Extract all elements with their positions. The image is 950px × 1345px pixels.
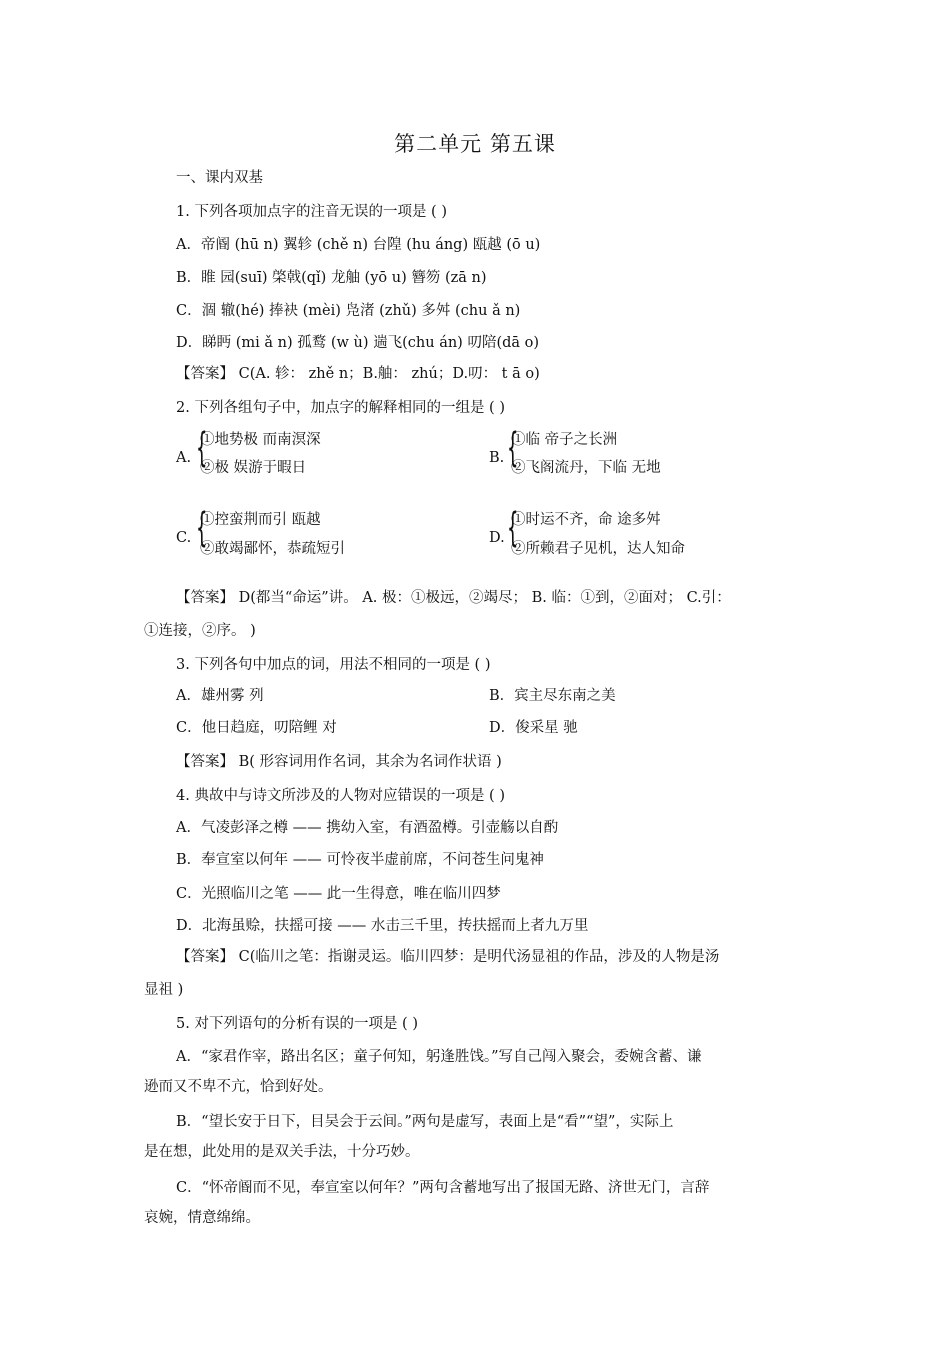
q1-stem: 1. 下列各项加点字的注音无误的一项是 ( ) [176, 204, 447, 220]
q2-option-a-line1: ①地势极 而南溟深 [200, 432, 321, 448]
q2-stem: 2. 下列各组句子中，加点字的解释相同的一组是 ( ) [176, 400, 505, 416]
q4-option-a: A．气凌彭泽之樽 —— 携幼入室，有酒盈樽。引壶觞以自酌 [176, 820, 559, 836]
q2-option-d-line1: ①时运不齐，命 途多舛 [511, 512, 661, 528]
q5-option-a-line2: 逊而又不卑不亢，恰到好处。 [144, 1079, 333, 1095]
q2-answer-line1: 【答案】 D(都当“命运”讲。 A. 极：①极远，②竭尽； B. 临：①到，②面对； C.引： [176, 590, 731, 606]
q2-option-c-label: C. [176, 530, 192, 546]
q2-answer-line2: ①连接，②序。 ) [144, 623, 256, 639]
brace-icon: { [507, 505, 519, 551]
page-title: 第二单元 第五课 [394, 132, 556, 156]
q5-option-c-line1: C．“怀帝阍而不见，奉宣室以何年？”两句含蓄地写出了报国无路、济世无门，言辞 [176, 1180, 710, 1196]
q1-option-d: D．睇眄 (mi ǎ n) 孤鹜 (w ù) 遄飞(chu án) 叨陪(dā o) [176, 335, 540, 351]
brace-icon: { [196, 425, 208, 471]
brace-icon: { [196, 505, 208, 551]
q1-option-c: C．涸 辙(hé) 捧袂 (mèi) 凫渚 (zhǔ) 多舛 (chu ǎ n) [176, 303, 521, 319]
q1-answer: 【答案】 C(A. 轸： zhě n；B.舳： zhú；D.叨： t ā o) [176, 366, 540, 382]
q1-option-b: B．睢 园(suī) 棨戟(qǐ) 龙舳 (yō u) 簪笏 (zā n) [176, 270, 487, 286]
q4-answer-line1: 【答案】 C(临川之笔：指谢灵运。临川四梦：是明代汤显祖的作品，涉及的人物是汤 [176, 949, 720, 965]
q3-option-a: A．雄州雾 列 [176, 688, 264, 704]
q2-option-c-line1: ①控蛮荆而引 瓯越 [200, 512, 321, 528]
section-heading: 一、课内双基 [176, 170, 263, 186]
q3-answer: 【答案】 B( 形容词用作名词，其余为名词作状语 ) [176, 754, 502, 770]
q5-option-a-line1: A．“家君作宰，路出名区；童子何知，躬逢胜饯。”写自己闯入聚会，委婉含蓄、谦 [176, 1049, 702, 1065]
q2-option-b-line2: ②飞阁流丹，下临 无地 [511, 460, 661, 476]
q5-option-c-line2: 哀婉，情意绵绵。 [144, 1210, 260, 1226]
q5-option-b-line2: 是在想，此处用的是双关手法，十分巧妙。 [144, 1144, 420, 1160]
q4-option-d: D．北海虽赊，扶摇可接 —— 水击三千里，抟扶摇而上者九万里 [176, 918, 589, 934]
q3-option-c: C．他日趋庭，叨陪鲤 对 [176, 720, 337, 736]
q4-answer-line2: 显祖 ) [144, 982, 184, 998]
q2-option-b-label: B. [489, 450, 505, 466]
q5-stem: 5. 对下列语句的分析有误的一项是 ( ) [176, 1016, 418, 1032]
q4-stem: 4. 典故中与诗文所涉及的人物对应错误的一项是 ( ) [176, 788, 505, 804]
q2-option-c-line2: ②敢竭鄙怀，恭疏短引 [200, 541, 345, 557]
q2-option-b-line1: ①临 帝子之长洲 [511, 432, 618, 448]
q2-option-a-label: A. [176, 450, 192, 466]
q2-option-a-line2: ②极 娱游于暇日 [200, 460, 307, 476]
q3-stem: 3. 下列各句中加点的词，用法不相同的一项是 ( ) [176, 657, 491, 673]
q3-option-b: B．宾主尽东南之美 [489, 688, 616, 704]
brace-icon: { [507, 425, 519, 471]
q4-option-b: B．奉宣室以何年 —— 可怜夜半虚前席，不问苍生问鬼神 [176, 852, 544, 868]
q5-option-b-line1: B．“望长安于日下，目吴会于云间。”两句是虚写，表面上是“看”“望”，实际上 [176, 1114, 674, 1130]
q3-option-d: D．俊采星 驰 [489, 720, 578, 736]
q1-option-a: A．帝阍 (hū n) 翼轸 (chě n) 台隍 (hu áng) 瓯越 (ō u) [176, 237, 541, 253]
q2-option-d-label: D. [489, 530, 505, 546]
q4-option-c: C．光照临川之笔 —— 此一生得意，唯在临川四梦 [176, 886, 501, 902]
q2-option-d-line2: ②所赖君子见机，达人知命 [511, 541, 685, 557]
